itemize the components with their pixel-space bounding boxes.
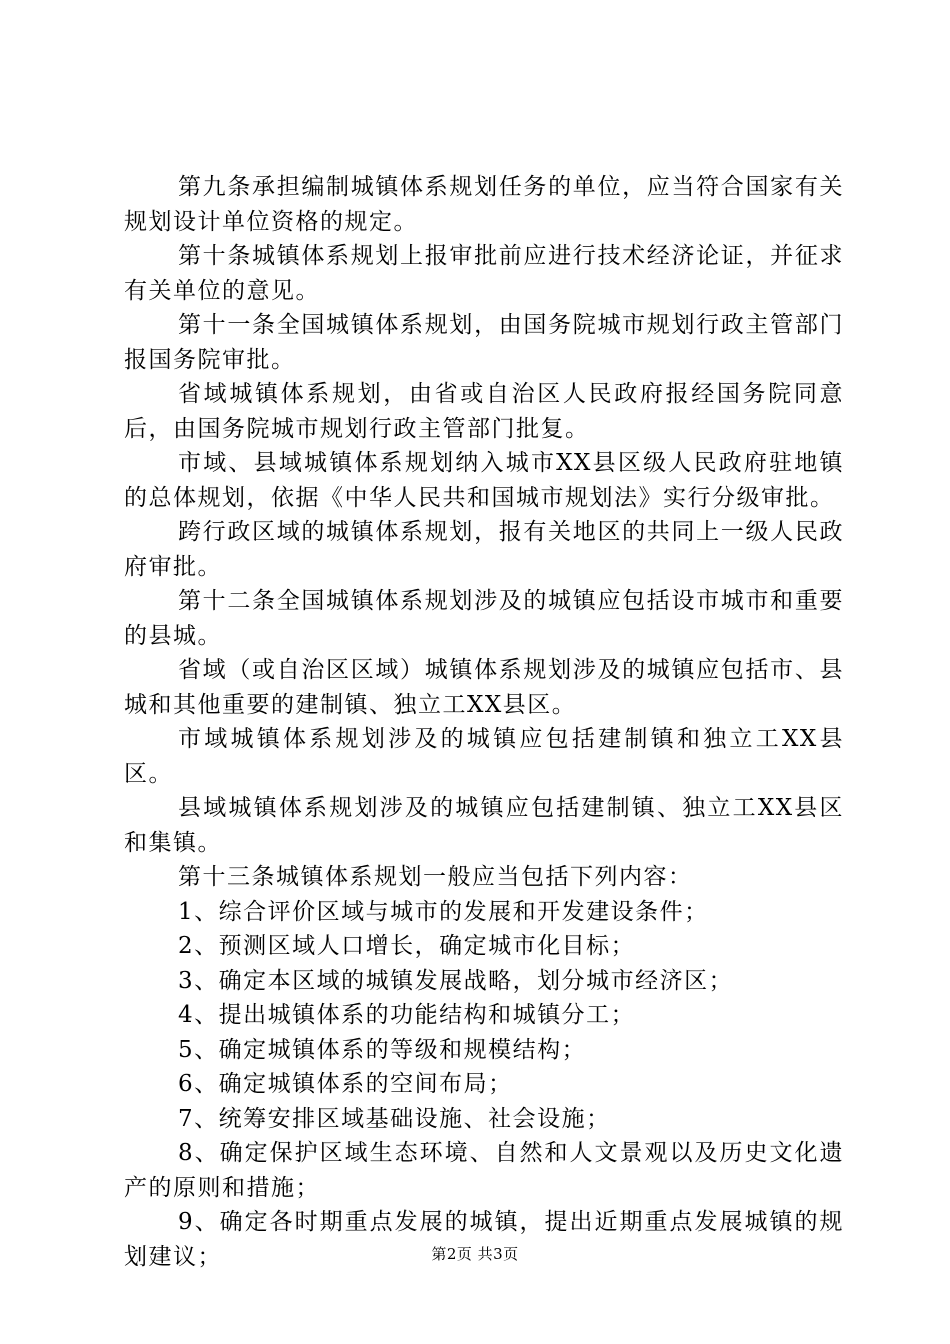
list-item: 3、确定本区域的城镇发展战略，划分城市经济区； <box>178 967 734 994</box>
list-item: 8、确定保护区域生态环境、自然和人文景观以及历史文化遗产的原则和措施； <box>124 1140 844 1201</box>
paragraph: 省域（或自治区区域）城镇体系规划涉及的城镇应包括市、县城和其他重要的建制镇、独立工XX县区。 <box>124 657 844 718</box>
paragraph: 第十三条城镇体系规划一般应当包括下列内容： <box>178 864 693 890</box>
list-item: 2、预测区域人口增长，确定城市化目标； <box>178 933 636 959</box>
paragraph: 县域城镇体系规划涉及的城镇应包括建制镇、独立工XX县区和集镇。 <box>124 795 844 856</box>
list-item: 5、确定城镇体系的等级和规模结构； <box>178 1036 587 1063</box>
list-item: 7、统筹安排区域基础设施、社会设施； <box>178 1105 611 1132</box>
list-item: 4、提出城镇体系的功能结构和城镇分工； <box>178 1002 636 1028</box>
paragraph: 市域、县域城镇体系规划纳入城市XX县区级人民政府驻地镇的总体规划，依据《中华人民共和国城市规划法》实行分级审批。 <box>124 450 844 511</box>
paragraph: 第十条城镇体系规划上报审批前应进行技术经济论证，并征求有关单位的意见。 <box>124 243 844 304</box>
paragraph: 省域城镇体系规划，由省或自治区人民政府报经国务院同意后，由国务院城市规划行政主管部门批复。 <box>124 381 844 442</box>
list-item: 9、确定各时期重点发展的城镇，提出近期重点发展城镇的规划建议； <box>124 1209 844 1270</box>
list-item: 6、确定城镇体系的空间布局； <box>178 1071 513 1097</box>
page-number-footer: 第2页 共3页 <box>431 1245 519 1263</box>
document-body <box>124 170 844 1274</box>
paragraph: 第十一条全国城镇体系规划，由国务院城市规划行政主管部门报国务院审批。 <box>124 312 844 373</box>
list-item: 1、综合评价区域与城市的发展和开发建设条件； <box>178 898 709 925</box>
paragraph: 第十二条全国城镇体系规划涉及的城镇应包括设市城市和重要的县城。 <box>124 588 844 649</box>
paragraph: 第九条承担编制城镇体系规划任务的单位，应当符合国家有关规划设计单位资格的规定。 <box>124 174 844 235</box>
paragraph: 市域城镇体系规划涉及的城镇应包括建制镇和独立工XX县区。 <box>124 726 844 787</box>
paragraph: 跨行政区域的城镇体系规划，报有关地区的共同上一级人民政府审批。 <box>124 519 844 580</box>
